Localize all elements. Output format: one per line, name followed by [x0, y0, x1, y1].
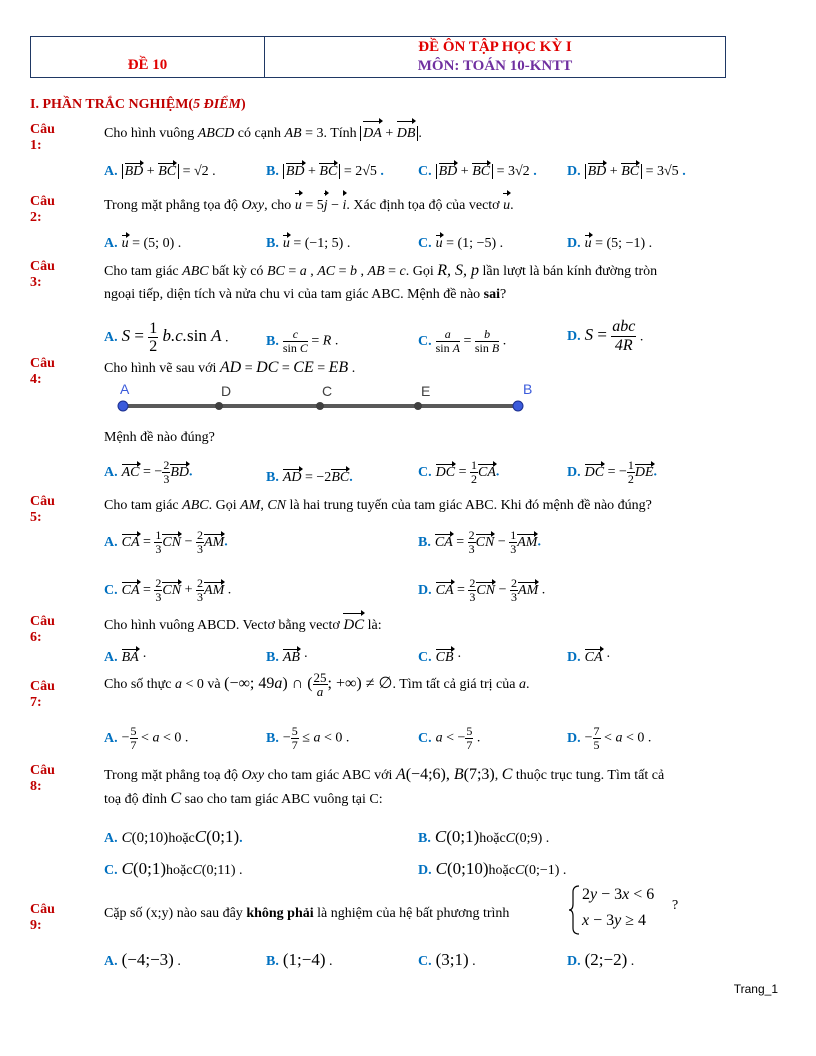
answer-options: [104, 849, 780, 879]
answer-options: [104, 315, 780, 355]
option-b[interactable]: B. − $\frac{5}{7}$ ≤ a < 0 .: [266, 724, 350, 752]
question-number: Câu 8:: [30, 763, 55, 794]
question-text: Cho hình vẽ sau với AD = DC = CE = EB .: [104, 359, 356, 376]
question-number: Câu 4:: [30, 356, 55, 387]
segment-figure: [108, 382, 538, 418]
option-c[interactable]: C. DC = $\frac{1}{2}$ CA.: [418, 458, 500, 486]
question-text: Trong mặt phẳng toạ độ Oxy cho tam giác ABC với A(−4;6), B(7;3), C thuộc trục tung. Tìm tất cả toạ độ đỉnh C sao cho tam giác ABC vuông tại C:: [104, 766, 665, 807]
answer-options: [104, 716, 780, 752]
question-text: Cho số thực a < 0 và (−∞; 49a) ∩ ( $\frac{25}{a}$ ; +∞) ≠ ∅. Tìm tất cả giá trị của a.: [104, 669, 530, 699]
point-b: [513, 401, 523, 411]
question-text: Mệnh đề nào đúng?: [104, 430, 215, 445]
option-c[interactable]: C. a < − $\frac{5}{7}$ .: [418, 724, 481, 752]
option-b[interactable]: B. AB ·: [266, 650, 309, 665]
answer-options: [104, 568, 780, 604]
option-b[interactable]: B. CA = $\frac{2}{3}$ CN − $\frac{1}{3}$ AM.: [418, 528, 541, 556]
answer-options: [104, 150, 780, 180]
option-c[interactable]: C. $\frac{a}{\text{sin A}}$ = $\frac{b}{\text{sin B}}$ .: [418, 327, 507, 355]
option-b[interactable]: B. BD + BC = 2√5 .: [266, 164, 384, 179]
option-d[interactable]: D. BD + BC = 3√5 .: [567, 164, 686, 179]
answer-options: [104, 940, 780, 970]
label-b: B: [523, 382, 533, 397]
answer-options: [104, 448, 780, 486]
point-a: [118, 401, 128, 411]
question-number: Câu 9:: [30, 902, 55, 933]
option-c[interactable]: C. BD + BC = 3√2 .: [418, 164, 537, 179]
inequality-system: 2y − 3x < 6 x − 3y ≥ 4 ?: [568, 884, 688, 936]
option-b[interactable]: B. u = (−1; 5) .: [266, 236, 351, 251]
question-text: Cặp số (x;y) nào sau đây không phải là nghiệm của hệ bất phương trình: [104, 906, 510, 921]
label-c: C: [322, 383, 333, 399]
option-c[interactable]: C. C(0;1)hoặcC(0;11) .: [104, 859, 243, 878]
question-number: Câu 1:: [30, 122, 55, 153]
answer-options: [104, 636, 780, 666]
answer-options: [104, 222, 780, 252]
page-number: Trang_1: [733, 982, 778, 996]
option-d[interactable]: D. C(0;10)hoặcC(0;−1) .: [418, 859, 567, 878]
point-d: [215, 402, 223, 410]
point-c: [316, 402, 324, 410]
header-box: [30, 36, 726, 78]
option-c[interactable]: C. u = (1; −5) .: [418, 236, 504, 251]
question-text: Trong mặt phẳng tọa độ Oxy, cho u = 5j − i. Xác định tọa độ của vectơ u.: [104, 194, 780, 217]
option-c[interactable]: C. (3;1) .: [418, 950, 476, 969]
option-d[interactable]: D. − $\frac{7}{5}$ < a < 0 .: [567, 724, 652, 752]
option-d[interactable]: D. (2;−2) .: [567, 950, 635, 969]
question-text: Cho tam giác ABC. Gọi AM, CN là hai trung tuyến của tam giác ABC. Khi đó mệnh đề nào đúng?: [104, 498, 652, 513]
question-text: Cho hình vuông ABCD. Vectơ bằng vectơ DC là:: [104, 614, 780, 637]
question-text: Cho tam giác ABC bất kỳ có BC = a , AC = b , AB = c. Gọi R, S, p lần lượt là bán kính đường tròn ngoại tiếp, diện tích và nửa chu vi của tam giác ABC. Mệnh đề nào sai?: [104, 262, 658, 302]
option-a[interactable]: A. BA ·: [104, 650, 147, 665]
option-c[interactable]: C. CA = $\frac{2}{3}$ CN + $\frac{2}{3}$ AM .: [104, 576, 232, 604]
option-a[interactable]: A. BD + BC = √2 .: [104, 164, 216, 179]
left-brace: [568, 884, 580, 936]
question-number: Câu 2:: [30, 194, 55, 225]
label-d: D: [221, 383, 232, 399]
question-number: Câu 5:: [30, 494, 55, 525]
exam-number: ĐỀ 10: [127, 57, 168, 73]
option-b[interactable]: B. C(0;1)hoặcC(0;9) .: [418, 827, 550, 846]
segment-svg: [108, 382, 538, 418]
option-a[interactable]: A. CA = $\frac{1}{3}$ CN − $\frac{2}{3}$ AM.: [104, 528, 228, 556]
header-right-cell: [265, 37, 725, 77]
header-left-cell: [31, 37, 265, 77]
question-number: Câu 7:: [30, 679, 55, 710]
option-a[interactable]: A. S = $\frac{1}{2}$ b.c.sin A .: [104, 320, 229, 355]
question-number: Câu 6:: [30, 614, 55, 645]
option-b[interactable]: B. $\frac{c}{\text{sin C}}$ = R .: [266, 327, 339, 355]
label-a: A: [120, 382, 130, 397]
option-a[interactable]: A. C(0;10)hoặcC(0;1).: [104, 827, 243, 846]
option-c[interactable]: C. CB ·: [418, 650, 462, 665]
answer-options: [104, 817, 780, 847]
option-a[interactable]: A. AC = − $\frac{2}{3}$ BD.: [104, 458, 193, 486]
exam-subject: MÔN: TOÁN 10-KNTT: [417, 58, 573, 74]
option-d[interactable]: D. S = abc 4R .: [567, 318, 644, 354]
point-e: [414, 402, 422, 410]
option-a[interactable]: A. u = (5; 0) .: [104, 236, 182, 251]
question-text: Cho hình vuông ABCD có cạnh AB = 3. Tính DA + DB .: [104, 122, 780, 145]
exam-title: ĐỀ ÔN TẬP HỌC KỲ I: [418, 39, 572, 55]
option-a[interactable]: A. (−4;−3) .: [104, 950, 181, 969]
label-e: E: [421, 383, 431, 399]
option-b[interactable]: B. (1;−4) .: [266, 950, 333, 969]
answer-options: [104, 520, 780, 556]
question-number: Câu 3:: [30, 259, 55, 290]
option-d[interactable]: D. u = (5; −1) .: [567, 236, 653, 251]
option-d[interactable]: D. DC = − $\frac{1}{2}$ DE.: [567, 458, 658, 486]
option-a[interactable]: A. − $\frac{5}{7}$ < a < 0 .: [104, 724, 189, 752]
option-d[interactable]: D. CA ·: [567, 650, 611, 665]
option-b[interactable]: B. AD = −2BC.: [266, 470, 353, 485]
section-title: I. PHẦN TRẮC NGHIỆM(5 ĐIỂM): [30, 97, 246, 112]
option-d[interactable]: D. CA = $\frac{2}{3}$ CN − $\frac{2}{3}$ AM .: [418, 576, 546, 604]
